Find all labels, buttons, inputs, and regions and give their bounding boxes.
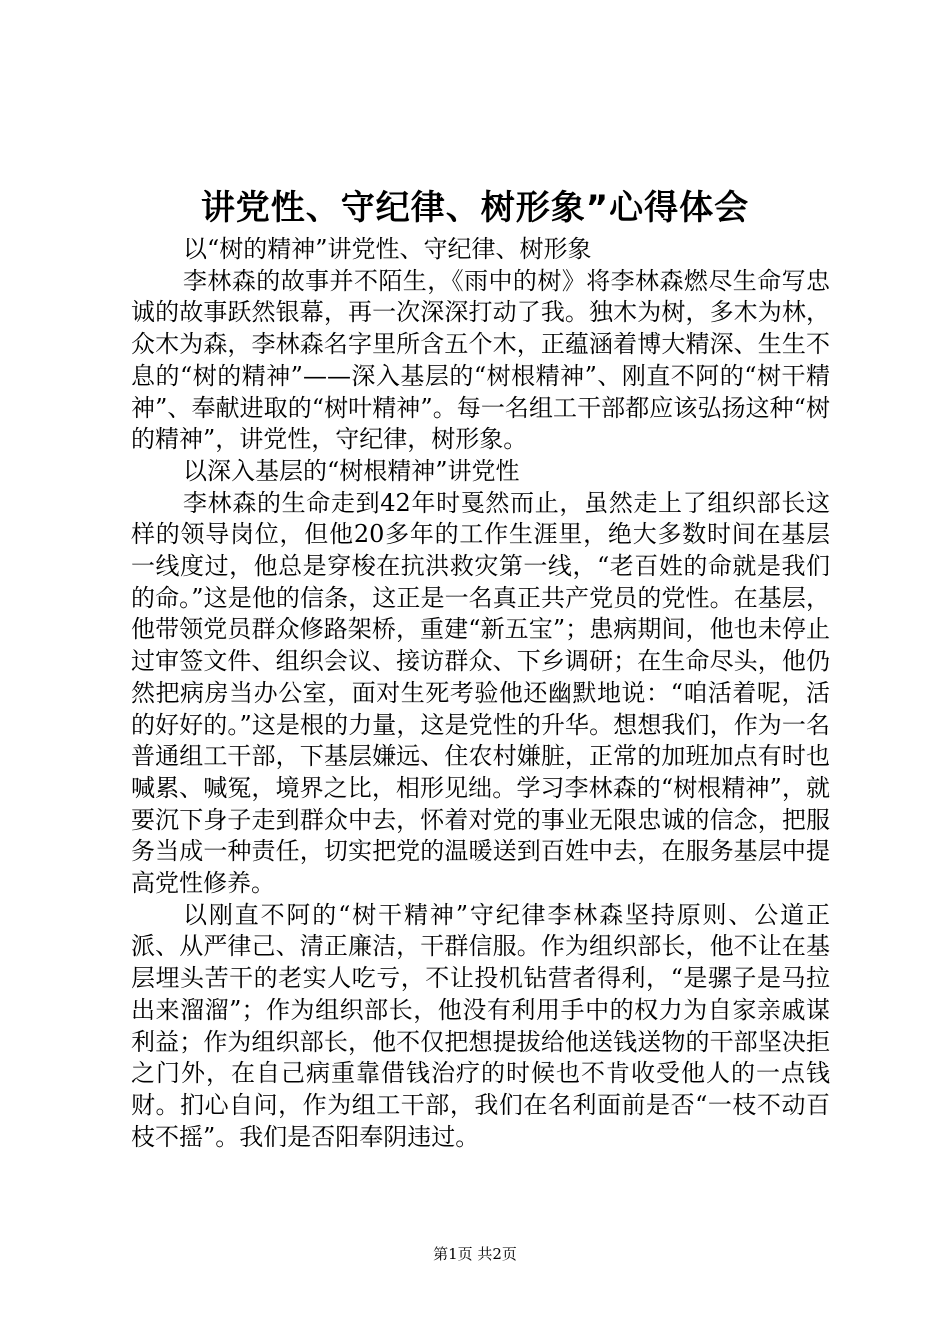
paragraph: 李林森的生命走到42年时戛然而止，虽然走上了组织部长这样的领导岗位，但他20多年的工作生涯里，绝大多数时间在基层一线度过，他总是穿梭在抗洪救灾第一线，“老百姓的命就是我们的命。”这是他的信条，这正是一名真正共产党员的党性。在基层，他带领党员群众修路架桥，重建“新五宝”；患病期间，他也未停止过审签文件、组织会议、接访群众、下乡调研；在生命尽头，他仍然把病房当办公室，面对生死考验他还幽默地说：“咱活着呢，活的好好的。”这是根的力量，这是党性的升华。想想我们，作为一名普通组工干部，下基层嫌远、住农村嫌脏，正常的加班加点有时也喊累、喊冤，境界之比，相形见绌。学习李林森的“树根精神”，就要沉下身子走到群众中去，怀着对党的事业无限忠诚的信念，把服务当成一种责任，切实把党的温暖送到百姓中去，在服务基层中提高党性修养。 [131,488,830,898]
paragraph: 以刚直不阿的“树干精神”守纪律李林森坚持原则、公道正派、从严律己、清正廉洁，干群信服。作为组织部长，他不让在基层埋头苦干的老实人吃亏，不让投机钻营者得利，“是骡子是马拉出来溜溜”；作为组织部长，他没有利用手中的权力为自家亲戚谋利益；作为组织部长，他不仅把想提拔给他送钱送物的干部坚决拒之门外，在自己病重靠借钱治疗的时候也不肯收受他人的一点钱财。扪心自问，作为组工干部，我们在名利面前是否“一枝不动百枝不摇”。我们是否阳奉阴违过。 [131,900,830,1151]
paragraph: 以深入基层的“树根精神”讲党性 [183,456,520,485]
page-footer: 第1页 共2页 [433,1245,517,1263]
document-body [131,234,830,1153]
paragraph: 以“树的精神”讲党性、守纪律、树形象 [183,235,592,263]
paragraph: 李林森的故事并不陌生，《雨中的树》将李林森燃尽生命写忠诚的故事跃然银幕，再一次深深打动了我。独木为树，多木为林，众木为森，李林森名字里所含五个木，正蕴涵着博大精深、生生不息的“树的精神”——深入基层的“树根精神”、刚直不阿的“树干精神”、奉献进取的“树叶精神”。每一名组工干部都应该弘扬这种“树的精神”，讲党性，守纪律，树形象。 [131,266,830,454]
document-title: 讲党性、守纪律、树形象”心得体会 [200,188,750,228]
